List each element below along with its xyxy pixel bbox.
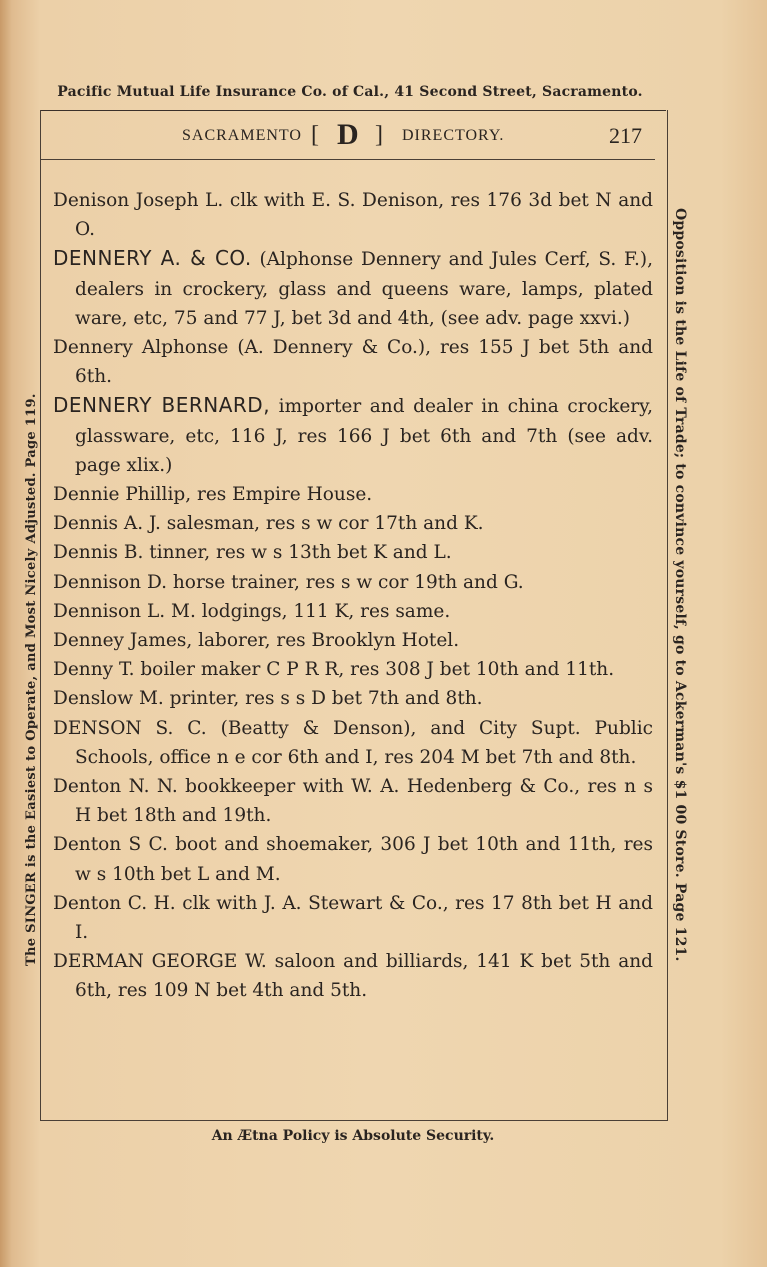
entry-name: Denison Joseph L. [53,190,224,211]
directory-entry [53,509,653,538]
entry-details: res Empire House. [191,484,373,506]
directory-entry [53,772,653,830]
entry-details: lodgings, 111 K, res same. [195,600,451,622]
directory-entry [53,597,653,626]
top-advertisement: Pacific Mutual Life Insurance Co. of Cal., 41 Second Street, Sacramento. [57,84,643,100]
entry-name: Denton N. N. [53,776,178,798]
entry-name: Denton S C. [53,834,168,856]
entry-name: Denslow M. [53,688,164,710]
entry-details: (Beatty & Denson), and City Supt. Public Schools, office n e cor 6th and I, res 204 M bet 7th and 8th. [75,717,653,768]
entry-name: DENSON S. C. [53,717,207,739]
entry-name: Dennery Alphonse [53,337,229,359]
entry-details: clk with J. A. Stewart & Co., res 17 8th bet H and I. [75,892,653,944]
header-city: SACRAMENTO [182,127,302,144]
header-rule [41,159,655,160]
entry-name: Denney James, [53,630,193,652]
entry-details: importer and dealer in china crockery, glassware, etc, 116 J, res 166 J bet 6th and 7th (see adv. page xlix.) [75,396,653,476]
header-bracket-right: ] [375,122,383,148]
running-header [41,118,667,152]
entry-name: Dennis A. J. [53,513,161,535]
entry-name: DENNERY BERNARD, [53,393,271,418]
directory-entry [53,480,653,509]
directory-entries [53,186,653,1006]
directory-entry [53,889,653,947]
directory-entry [53,186,653,244]
directory-entry [53,830,653,888]
entry-details: boiler maker C P R R, res 308 J bet 10th and 11th. [134,659,615,681]
directory-entry [53,684,653,713]
entry-name: Dennison D. [53,571,168,593]
entry-details: laborer, res Brooklyn Hotel. [192,630,460,652]
bottom-advertisement: An Ætna Policy is Absolute Security. [211,1128,495,1144]
header-directory: DIRECTORY. [402,127,505,144]
header-bracket-left: [ [311,122,319,148]
entry-name: Denton C. H. [53,892,176,914]
directory-entry [53,626,653,655]
entry-details: salesman, res s w cor 17th and K. [160,513,484,535]
directory-entry [53,655,653,684]
directory-entry [53,244,653,333]
directory-entry [53,391,653,480]
entry-name: Dennis B. [53,542,144,564]
page-number: 217 [609,123,642,148]
directory-entry [53,714,653,772]
entry-details: saloon and billiards, 141 K bet 5th and 6th, res 109 N bet 4th and 5th. [75,951,654,1002]
entry-details: (Alphonse Dennery and Jules Cerf, S. F.), dealers in crockery, glass and queens ware, lamps, plated ware, etc, 75 and 77 J, bet 3d and 4th, (see adv. page xxvi.) [75,249,653,329]
header-section-letter: D [337,118,359,151]
directory-entry [53,947,653,1005]
page-frame [40,110,668,1121]
entry-details: printer, res s s D bet 7th and 8th. [163,688,483,710]
left-margin-advertisement: The SINGER is the Easiest to Operate, and Most Nicely Adjusted. Page 119. [24,393,39,966]
entry-details: (A. Dennery & Co.), res 155 J bet 5th and 6th. [75,337,653,388]
entry-details: bookkeeper with W. A. Hedenberg & Co., res n s H bet 18th and 19th. [75,776,653,827]
entry-details: horse trainer, res s w cor 19th and G. [167,571,524,593]
entry-name: Dennison L. M. [53,600,196,622]
entry-name: Denny T. [53,659,135,681]
entry-details: tinner, res w s 13th bet K and L. [143,542,452,564]
directory-entry [53,538,653,567]
entry-name: DENNERY A. & CO. [53,246,252,271]
entry-details: clk with E. S. Denison, res 176 3d bet N and O. [75,190,653,241]
right-margin-advertisement: Opposition is the Life of Trade; to convince yourself, go to Ackerman's $1 00 Store. Page 121. [672,208,688,962]
directory-entry [53,568,653,597]
entry-name: DERMAN GEORGE W. [53,951,267,973]
entry-details: boot and shoemaker, 306 J bet 10th and 11th, res w s 10th bet L and M. [75,834,653,885]
entry-name: Dennie Phillip, [53,484,192,506]
directory-entry [53,333,653,391]
